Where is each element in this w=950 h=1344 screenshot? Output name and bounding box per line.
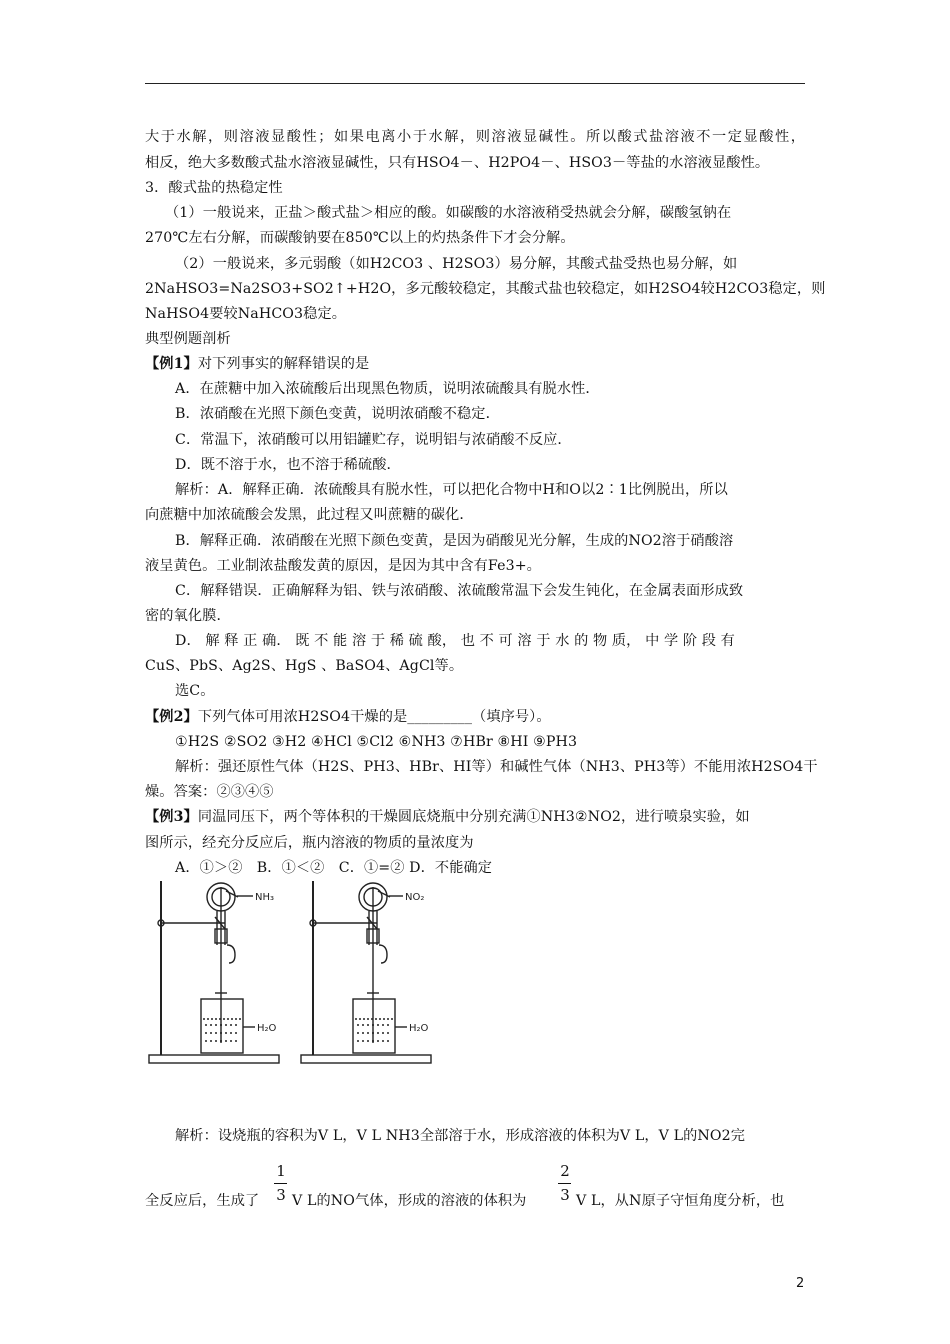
- left-apparatus: [149, 881, 279, 1063]
- option-b: B．浓硝酸在光照下颜色变黄，说明浓硝酸不稳定．: [175, 406, 500, 422]
- question-text: 下列气体可用浓H2SO4干燥的是_________（填序号）。: [197, 709, 551, 725]
- header-rule: [145, 83, 805, 84]
- fraction-2-bar: [558, 1183, 571, 1184]
- analysis-line: 解析：A．解释正确．浓硫酸具有脱水性，可以把化合物中H和O以2∶1比例脱出，所以: [175, 482, 728, 498]
- analysis-line: 液呈黄色。工业制浓盐酸发黄的原因，是因为其中含有Fe3+。: [145, 558, 541, 574]
- fraction-1-numerator: 1: [276, 1162, 286, 1180]
- gas-list: ①H2S ②SO2 ③H2 ④HCl ⑤Cl2 ⑥NH3 ⑦HBr ⑧HI ⑨PH3: [175, 734, 578, 750]
- text-line: NaHSO4要较NaHCO3稳定。: [145, 306, 347, 322]
- fraction-2-numerator: 2: [560, 1162, 570, 1180]
- fraction-2-denominator: 3: [560, 1186, 570, 1204]
- option-a: A．在蔗糖中加入浓硫酸后出现黑色物质，说明浓硫酸具有脱水性．: [175, 381, 600, 397]
- analysis-line: 解析：强还原性气体（H2S、PH3、HBr、HI等）和碱性气体（NH3、PH3等）不能用浓H2SO4干: [175, 759, 818, 775]
- right-apparatus: [301, 881, 431, 1063]
- options-line: A．①＞② B．①＜② C．①=② D．不能确定: [175, 860, 493, 876]
- text-line: （1）一般说来，正盐＞酸式盐＞相应的酸。如碳酸的水溶液稍受热就会分解，碳酸氢钠在: [165, 205, 732, 221]
- question-text: 对下列事实的解释错误的是: [197, 356, 370, 372]
- text-line: 相反，绝大多数酸式盐水溶液显碱性，只有HSO4－、H2PO4－、HSO3－等盐的水溶液显酸性。: [145, 155, 770, 171]
- left-water-label: H₂O: [257, 1023, 277, 1034]
- analysis-line-a: 全反应后，生成了: [145, 1193, 260, 1209]
- section-heading: 3．酸式盐的热稳定性: [145, 180, 283, 196]
- analysis-line: 解析：设烧瓶的容积为V L，V L NH3全部溶于水，形成溶液的体积为V L，V L的NO2完: [175, 1128, 746, 1144]
- analysis-line-b: V L的NO气体，形成的溶液的体积为: [292, 1193, 527, 1209]
- option-c: C．常温下，浓硝酸可以用铝罐贮存，说明铝与浓硝酸不反应．: [175, 432, 572, 448]
- example-1-question: [145, 355, 369, 373]
- text-line: 大于水解，则溶液显酸性；如果电离小于水解，则溶液显碱性。所以酸式盐溶液不一定显酸性，: [145, 129, 805, 145]
- answer-line: 选C。: [175, 683, 215, 699]
- analysis-line: 向蔗糖中加浓硫酸会发黑，此过程又叫蔗糖的碳化．: [145, 507, 474, 523]
- example-2-question: [145, 708, 551, 726]
- analysis-line: 燥。答案：②③④⑤: [145, 784, 274, 800]
- right-gas-label: NO₂: [405, 892, 425, 903]
- option-d: D．既不溶于水，也不溶于稀硫酸．: [175, 457, 401, 473]
- page-number: 2: [796, 1276, 805, 1291]
- text-line: （2）一般说来，多元弱酸（如H2CO3 、H2SO3）易分解，其酸式盐受热也易分解，如: [175, 256, 738, 272]
- analysis-line-c: V L，从N原子守恒角度分析，也: [576, 1193, 785, 1209]
- right-water-label: H₂O: [409, 1023, 429, 1034]
- left-gas-label: NH₃: [255, 892, 275, 903]
- example-tag: 【例1】: [145, 356, 198, 372]
- section-heading: 典型例题剖析: [145, 331, 231, 347]
- example-tag: 【例2】: [145, 709, 198, 725]
- example-tag: 【例3】: [145, 809, 198, 825]
- fraction-1-bar: [274, 1183, 287, 1184]
- analysis-line: B．解释正确．浓硝酸在光照下颜色变黄，是因为硝酸见光分解，生成的NO2溶于硝酸溶: [175, 533, 734, 549]
- analysis-line: CuS、PbS、Ag2S、HgS 、BaSO4、AgCl等。: [145, 658, 464, 674]
- question-text: 图所示，经充分反应后，瓶内溶液的物质的量浓度为: [145, 835, 474, 851]
- fraction-1-denominator: 3: [276, 1186, 286, 1204]
- question-text: 同温同压下，两个等体积的干燥圆底烧瓶中分别充满①NH3②NO2，进行喷泉实验，如: [197, 809, 750, 825]
- example-3-question: [145, 808, 750, 826]
- analysis-line: 密的氧化膜．: [145, 608, 231, 624]
- text-line: 270℃左右分解，而碳酸钠要在850℃以上的灼热条件下才会分解。: [145, 230, 575, 246]
- analysis-line: C．解释错误．正确解释为铝、铁与浓硝酸、浓硫酸常温下会发生钝化，在金属表面形成致: [175, 583, 744, 599]
- fountain-experiment-figure: [145, 873, 445, 1068]
- text-line: 2NaHSO3=Na2SO3+SO2↑+H2O，多元酸较稳定，其酸式盐也较稳定，如H2SO4较H2CO3稳定，则: [145, 281, 826, 297]
- analysis-line: D． 解 释 正 确． 既 不 能 溶 于 稀 硫 酸， 也 不 可 溶 于 水 的 物 质， 中 学 阶 段 有: [175, 633, 735, 649]
